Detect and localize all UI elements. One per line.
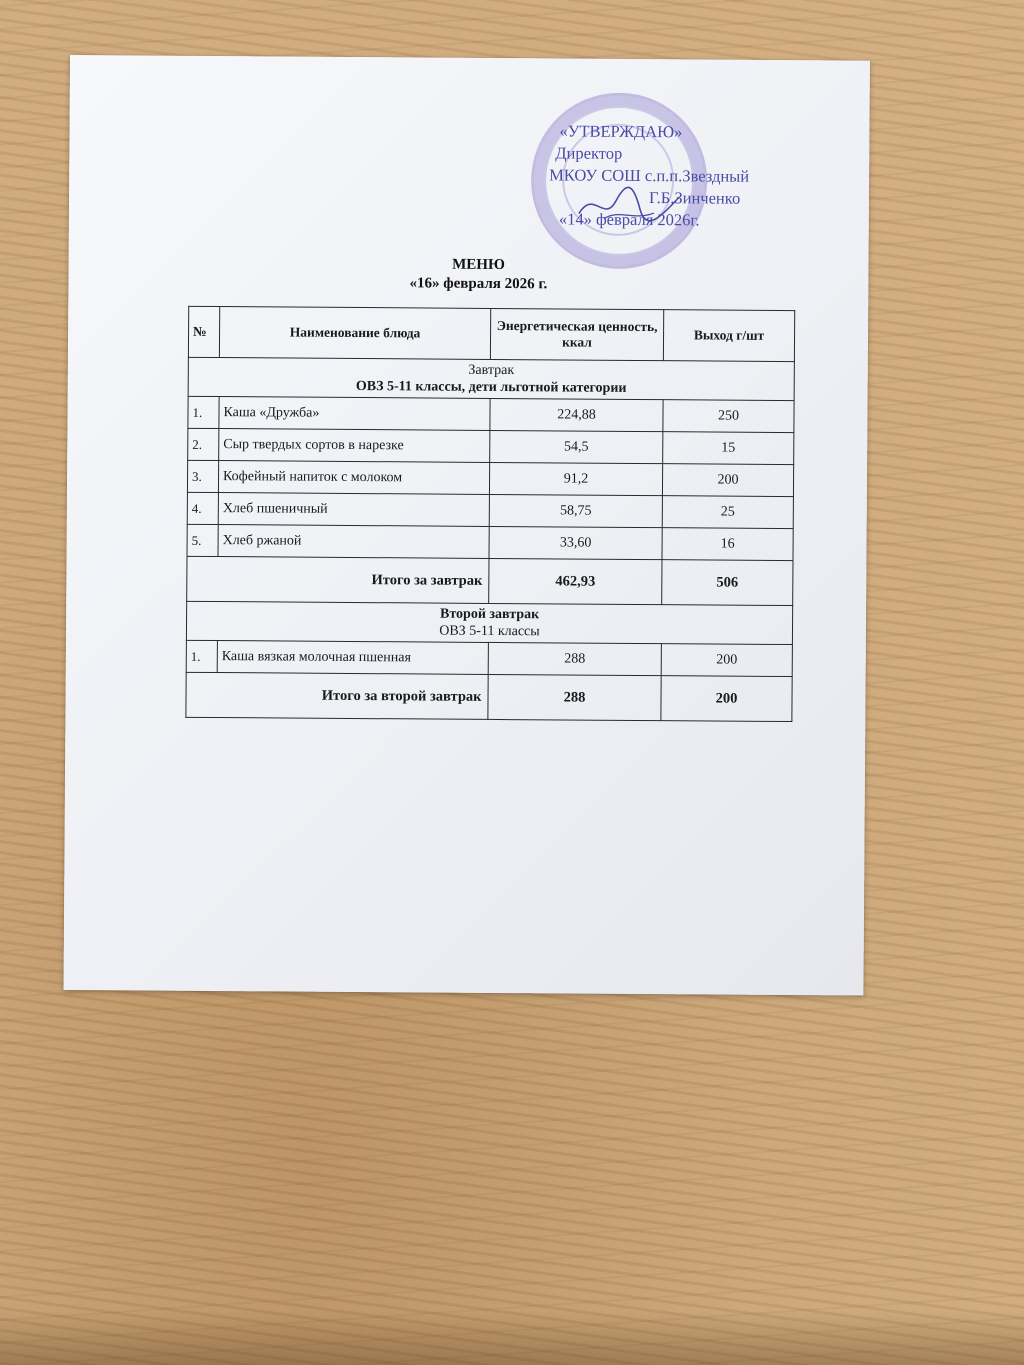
row-output: 25 (662, 496, 793, 529)
header-output: Выход г/шт (663, 310, 794, 362)
row-kcal: 288 (488, 642, 661, 675)
row-num: 1. (188, 396, 219, 428)
row-kcal: 33,60 (489, 526, 662, 559)
desk-surface (0, 1310, 1024, 1365)
header-dish-name: Наименование блюда (219, 307, 490, 360)
table-row (187, 460, 793, 496)
section-subtitle: ОВЗ 5-11 классы, дети льготной категории (355, 379, 627, 396)
table-header-row (188, 306, 794, 361)
row-output: 250 (663, 400, 794, 433)
header-num: № (188, 306, 219, 357)
document-date: «16» февраля 2026 г. (409, 275, 548, 293)
row-dish: Каша вязкая молочная пшенная (217, 641, 488, 675)
row-dish: Кофейный напиток с молоком (218, 461, 489, 495)
section-title: Завтрак (468, 362, 515, 379)
row-dish: Сыр твердых сортов в нарезке (219, 429, 490, 463)
total-label: Итого за завтрак (187, 556, 489, 603)
menu-sheet (63, 55, 870, 996)
approval-block (549, 120, 750, 231)
row-num: 1. (186, 640, 217, 672)
table-row (187, 524, 793, 560)
row-num: 4. (187, 492, 218, 524)
row-kcal: 224,88 (490, 398, 663, 431)
document-title: МЕНЮ (452, 256, 505, 274)
approval-position: Директор (555, 143, 623, 163)
row-output: 15 (663, 432, 794, 465)
header-energy: Энергетическая ценность, ккал (490, 308, 663, 360)
row-output: 200 (661, 644, 792, 677)
row-output: 200 (662, 464, 793, 497)
row-dish: Каша «Дружба» (219, 397, 490, 431)
approval-heading: «УТВЕРЖДАЮ» (559, 121, 683, 142)
table-row (188, 396, 794, 432)
breakfast-total-row (187, 556, 793, 605)
section-second-breakfast (186, 601, 792, 644)
table-row (187, 492, 793, 528)
row-num: 5. (187, 524, 218, 556)
row-output: 16 (662, 528, 793, 561)
total-output: 200 (661, 676, 792, 722)
row-kcal: 58,75 (489, 494, 662, 527)
row-kcal: 91,2 (489, 462, 662, 495)
section-breakfast (188, 357, 794, 400)
row-dish: Хлеб ржаной (218, 525, 489, 559)
table-row (188, 428, 794, 464)
total-label: Итого за второй завтрак (186, 672, 488, 719)
section-title: Второй завтрак (439, 606, 540, 623)
row-dish: Хлеб пшеничный (218, 493, 489, 527)
section-subtitle: ОВЗ 5-11 классы (439, 623, 540, 640)
row-num: 2. (188, 428, 219, 460)
approval-director-name: Г.Б.Зинченко (648, 188, 741, 208)
total-kcal: 288 (488, 674, 661, 720)
total-output: 506 (662, 560, 793, 606)
table-row (186, 640, 792, 676)
second-breakfast-total-row (186, 672, 792, 721)
row-kcal: 54,5 (490, 430, 663, 463)
approval-date: «14» февраля 2026г. (558, 209, 700, 230)
total-kcal: 462,93 (489, 558, 662, 604)
row-num: 3. (187, 460, 218, 492)
menu-table (185, 306, 795, 722)
document-title-block (353, 255, 603, 295)
approval-organization: МКОУ СОШ с.п.п.Звездный (549, 165, 750, 186)
